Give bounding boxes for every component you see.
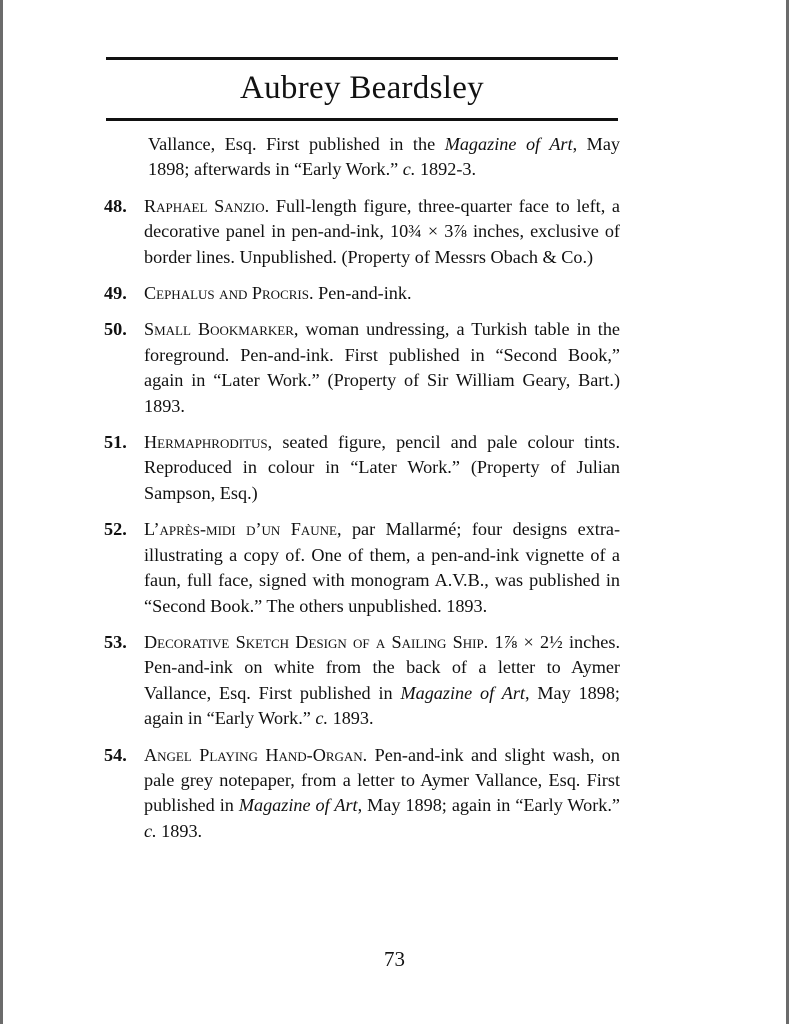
entry-number: 50. (104, 319, 127, 340)
entry-text (144, 281, 620, 306)
entry-number: 54. (104, 744, 127, 765)
header-rule-top (106, 57, 618, 60)
circa-abbreviation: c. (402, 159, 416, 180)
entry-title: Raphael Sanzio. (144, 195, 270, 216)
page-number: 73 (384, 947, 405, 971)
entry-text (144, 630, 620, 732)
entry-description: , May 1898; again in “Early Work.” (357, 795, 621, 816)
continued-text-segment: Vallance, Esq. First published in the (148, 134, 445, 154)
entry-text (144, 517, 620, 619)
entry-number: 52. (104, 519, 127, 540)
catalogue-text (104, 132, 620, 844)
catalogue-entry-54 (104, 743, 620, 845)
periodical-title: Magazine of Art (400, 682, 525, 703)
circa-abbreviation: c. (315, 708, 329, 729)
entry-number: 48. (104, 195, 127, 216)
entry-text (144, 430, 620, 506)
catalogue-entry-48 (104, 194, 620, 270)
running-header-title: Aubrey Beardsley (240, 70, 484, 106)
entry-description: 1893. (328, 708, 374, 729)
entry-title: Small Bookmarker, (144, 319, 299, 340)
periodical-title: Magazine of Art (444, 134, 573, 154)
entry-number: 51. (104, 432, 127, 453)
catalogue-entry-50 (104, 317, 620, 419)
periodical-title: Magazine of Art (238, 795, 358, 816)
entry-text (144, 317, 620, 419)
entry-text (144, 743, 620, 845)
entry-title: L’après-midi d’un Faune, (144, 519, 342, 540)
catalogue-entry-53 (104, 630, 620, 732)
entry-description: , May 1898; again in “Early Work.” (144, 682, 620, 729)
entry-number: 53. (104, 631, 127, 652)
catalogue-entry-52 (104, 517, 620, 619)
entry-description: Pen-and-ink. (313, 283, 412, 304)
catalogue-entry-49 (104, 281, 620, 306)
entry-description: Full-length figure, three-quarter face to left, a decorative panel in pen-and-ink, 10¾ × 3⅞ inches, exclusive of border lines. Unpublished. (Property of Messrs Obach & Co.) (144, 195, 620, 267)
catalogue-entry-51 (104, 430, 620, 506)
entry-title: Hermaphroditus, (144, 432, 273, 453)
entry-number: 49. (104, 283, 127, 304)
header-rule-bottom (106, 118, 618, 121)
continued-text-segment: 1892-3. (415, 159, 477, 180)
entry-description: 1893. (156, 820, 203, 841)
entry-description: Pen-and-ink and slight wash, on pale grey notepaper, from a letter to Aymer Vallance, Esq. First published in (144, 744, 620, 816)
entry-text (144, 194, 620, 270)
continued-entry-text (104, 132, 620, 183)
entry-title: Angel Playing Hand-Organ. (144, 744, 368, 765)
entry-description: 1⅞ × 2½ inches. Pen-and-ink on white from the back of a letter to Aymer Vallance, Esq. First published in (144, 631, 620, 703)
entry-title: Decorative Sketch Design of a Sailing Ship. (144, 631, 489, 652)
circa-abbreviation: c. (144, 820, 157, 841)
entry-description: seated figure, pencil and pale colour tints. Reproduced in colour in “Later Work.” (Property of Julian Sampson, Esq.) (144, 432, 620, 503)
entry-title: Cephalus and Procris. (144, 283, 314, 304)
entry-description: par Mallarmé; four designs extra-illustrating a copy of. One of them, a pen-and-ink vignette of a faun, full face, signed with monogram A.V.B., was published in “Second Book.” The others unpublished. 1893. (144, 519, 621, 616)
entry-description: woman undressing, a Turkish table in the foreground. Pen-and-ink. First published in “Second Book,” again in “Later Work.” (Property of Sir William Geary, Bart.) 1893. (144, 319, 621, 416)
continued-text-segment: , May 1898; afterwards in “Early Work.” (148, 134, 620, 180)
